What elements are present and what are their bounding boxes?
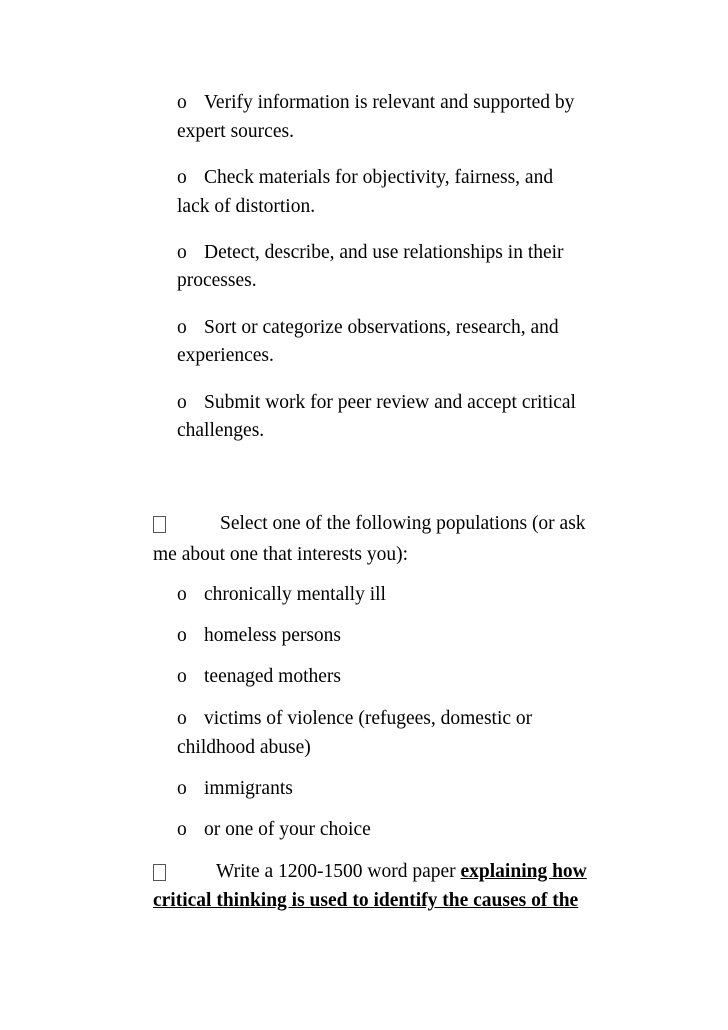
list-item-text: or one of your choice [204, 819, 371, 840]
list-item-text: Verify information is relevant and supported by [204, 92, 575, 113]
missing-glyph-bullet-icon [153, 516, 166, 533]
list-marker: o [177, 819, 187, 840]
list-item-text-continued: experiences. [177, 345, 274, 366]
instruction-text [216, 861, 587, 883]
list-item-text-continued: expert sources. [177, 121, 294, 142]
list-marker: o [177, 708, 187, 729]
list-marker: o [177, 778, 187, 799]
list-item-text: teenaged mothers [204, 666, 341, 687]
list-item-text: immigrants [204, 778, 293, 799]
instruction-plain-text: Write a 1200-1500 word paper [216, 861, 461, 882]
instruction-text-continued: me about one that interests you): [153, 544, 409, 565]
instruction-emphasis-text-continued: critical thinking is used to identify the causes of the [153, 890, 579, 911]
list-item-text: homeless persons [204, 625, 342, 646]
list-marker: o [177, 584, 187, 605]
list-marker: o [177, 392, 187, 413]
list-item-text-continued: lack of distortion. [177, 196, 316, 217]
list-item-text: victims of violence (refugees, domestic or [204, 708, 533, 729]
list-item-text: Check materials for objectivity, fairness, and [204, 167, 554, 188]
list-item-text: Submit work for peer review and accept critical [204, 392, 576, 413]
instruction-emphasis-text: explaining how [460, 861, 587, 882]
list-marker: o [177, 625, 187, 646]
list-item-text-continued: childhood abuse) [177, 737, 311, 758]
list-marker: o [177, 317, 187, 338]
list-marker: o [177, 167, 187, 188]
list-item-text-continued: processes. [177, 270, 257, 291]
list-item-text: chronically mentally ill [204, 584, 386, 605]
list-item-text: Detect, describe, and use relationships in their [204, 242, 564, 263]
list-marker: o [177, 92, 187, 113]
list-item-text: Sort or categorize observations, research, and [204, 317, 559, 338]
list-marker: o [177, 242, 187, 263]
instruction-text: Select one of the following populations (or ask [220, 513, 586, 534]
list-item-text-continued: challenges. [177, 420, 265, 441]
missing-glyph-bullet-icon [153, 864, 166, 881]
list-marker: o [177, 666, 187, 687]
